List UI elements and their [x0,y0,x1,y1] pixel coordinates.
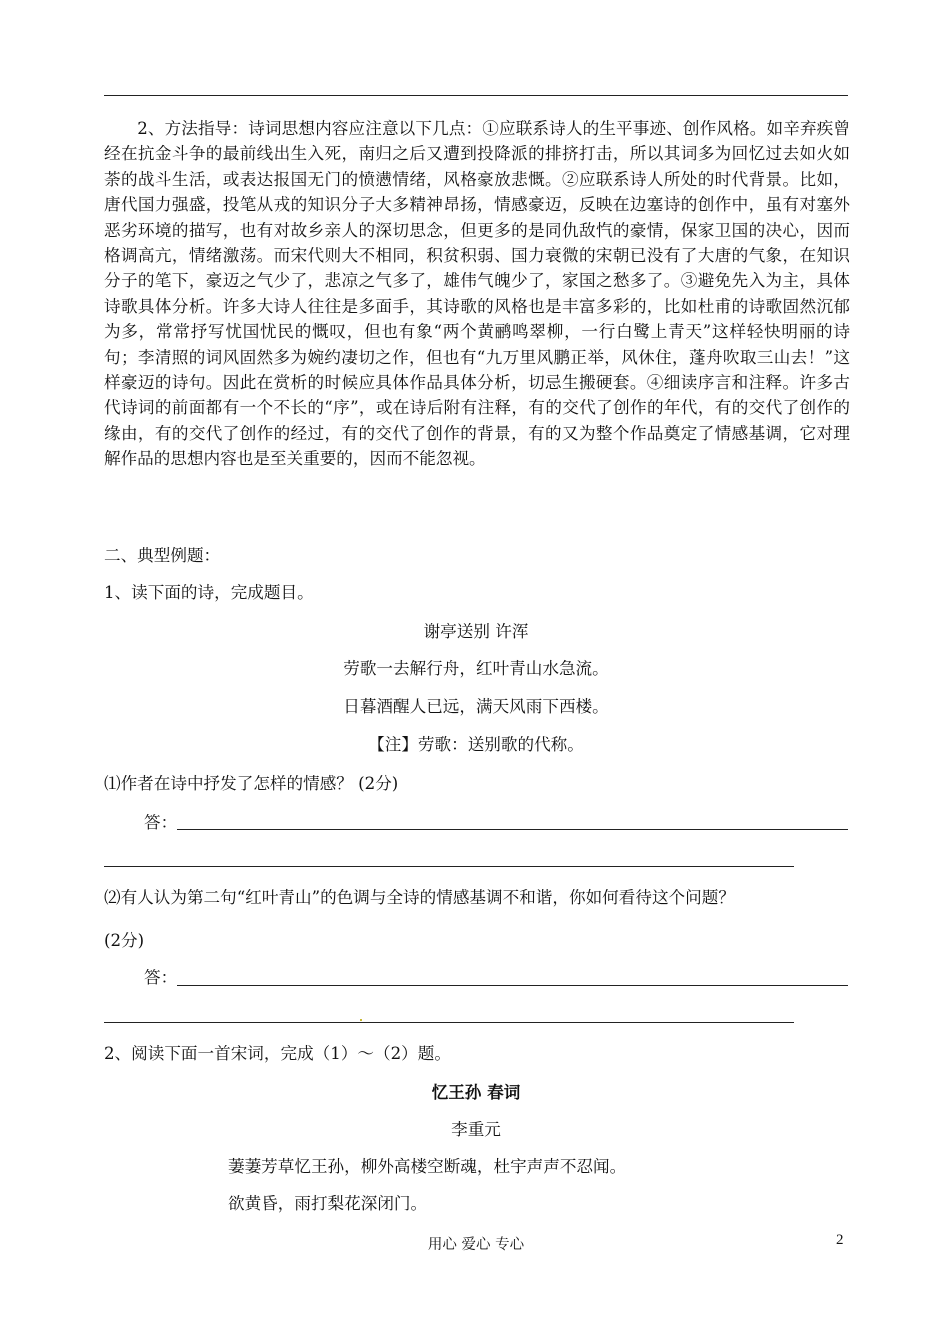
poem-line-1: 劳歌一去解行舟，红叶青山水急流。 [343,659,609,678]
answer-line[interactable] [177,985,848,986]
method-guidance-paragraph: 2、方法指导：诗词思想内容应注意以下几点：①应联系诗人的生平事迹、创作风格。如辛弃疾曾经在抗金斗争的最前线出生入死，南归之后又遭到投降派的排挤打击，所以其词多为回忆过去如火如荼的战斗生活，或表达报国无门的愤懑情绪，风格豪放悲慨。②应联系诗人所处的时代背景。比如，唐代国力强盛，投笔从戎的知识分子大多精神昂扬，情感豪迈，反映在边塞诗的创作中，虽有对塞外恶劣环境的描写，也有对故乡亲人的深切思念，但更多的是同仇敌忾的豪情，保家卫国的决心，因而格调高亢，情绪激荡。而宋代则大不相同，积贫积弱、国力衰微的宋朝已没有了大唐的气象，在知识分子的笔下，豪迈之气少了，悲凉之气多了，雄伟气魄少了，家国之愁多了。③避免先入为主，具体诗歌具体分析。许多大诗人往往是多面手，其诗歌的风格也是丰富多彩的，比如杜甫的诗歌固然沉郁为多，常常抒写忧国忧民的慨叹，但也有象“两个黄鹂鸣翠柳，一行白鹭上青天”这样轻快明丽的诗句；李清照的词风固然多为婉约凄切之作，但也有“九万里风鹏正举，风休住，蓬舟吹取三山去！”这样豪迈的诗句。因此在赏析的时候应具体作品具体分析，切忌生搬硬套。④细读序言和注释。许多古代诗词的前面都有一个不长的“序”，或在诗后附有注释，有的交代了创作的年代，有的交代了创作的缘由，有的交代了创作的经过，有的交代了创作的背景，有的又为整个作品奠定了情感基调，它对理解作品的思想内容也是至关重要的，因而不能忽视。 [104,119,850,469]
page-number: 2 [836,1232,844,1248]
question2-intro: 2、阅读下面一首宋词，完成（1）～（2）题。 [104,1044,451,1063]
footer-slogan: 用心 爱心 专心 [427,1237,525,1253]
header-rule [104,95,848,96]
answer-line[interactable] [177,829,848,830]
ci-author: 李重元 [451,1120,501,1139]
question1-intro: 1、读下面的诗，完成题目。 [104,583,314,602]
ci-line-1: 萋萋芳草忆王孙，柳外高楼空断魂，杜宇声声不忍闻。 [228,1157,627,1176]
subquestion-2: ⑵有人认为第二句“红叶青山”的色调与全诗的情感基调不和谐，你如何看待这个问题？ [104,888,735,907]
answer-line[interactable] [104,866,794,867]
ci-line-2: 欲黄昏，雨打梨花深闭门。 [228,1194,428,1213]
subquestion-2-score: (2分) [104,931,145,950]
answer-line[interactable] [104,1022,794,1023]
scan-speck [360,1019,362,1021]
section-heading: 二、典型例题： [104,546,221,565]
subquestion-1: ⑴作者在诗中抒发了怎样的情感？ (2分) [104,774,399,793]
poem-line-2: 日暮酒醒人已远，满天风雨下西楼。 [343,697,609,716]
poem-note: 【注】劳歌：送别歌的代称。 [368,735,584,754]
ci-title: 忆王孙 春词 [431,1082,521,1102]
answer-label-2: 答： [144,968,178,987]
answer-label-1: 答： [144,813,178,832]
poem-title: 谢亭送别 许浑 [423,622,529,641]
